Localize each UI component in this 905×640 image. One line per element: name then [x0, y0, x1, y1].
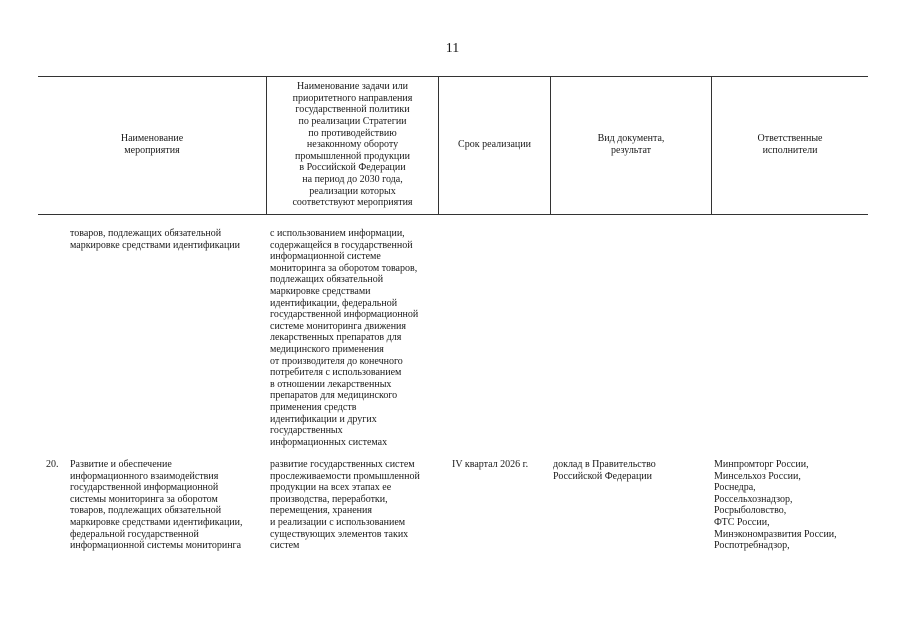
header-term: Срок реализации: [458, 139, 531, 151]
row-20-responsible: Минпромторг России, Минсельхоз России, Роснедра, Россельхознадзор, Росрыболовство, ФТС России, Минэкономразвития России, Роспотребнадзор,: [714, 459, 837, 552]
header-task-name: Наименование задачи или приоритетного направления государственной политики по реализации Стратегии по противодействию незаконному обороту промышленной продукции в Российской Федерации на период до 2030 года, реализации которых соответствуют мероприятия: [292, 81, 413, 209]
header-event-name: Наименование мероприятия: [120, 133, 184, 156]
row-continuation-event: товаров, подлежащих обязательной маркировке средствами идентификации: [70, 228, 241, 251]
table-header-bottom-border: [38, 214, 868, 215]
row-20-term: IV квартал 2026 г.: [452, 459, 529, 470]
row-20-document: доклад в Правительство Российской Федерации: [553, 459, 656, 482]
page-number: 11: [445, 41, 460, 56]
row-continuation-task: с использованием информации, содержащейся в государственной информационной системе мониторинга за оборотом товаров, подлежащих обязательной маркировке средствами идентификации, федеральной государственной информационной системе мониторинга движения лекарственных препаратов для медицинского применения от производителя до конечного потребителя с использованием в отношении лекарственных препаратов для медицинского применения средств идентификации и других государственных информационных системах: [270, 228, 419, 448]
header-responsible: Ответственные исполнители: [757, 133, 823, 156]
row-20-task: развитие государственных систем прослеживаемости промышленной продукции на всех этапах ее производства, переработки, перемещения, хранения и реализации с использованием существующих элементов таких систем: [270, 459, 420, 552]
header-document: Вид документа, результат: [597, 133, 665, 156]
row-number: 20.: [46, 459, 59, 470]
row-20-event: Развитие и обеспечение информационного взаимодействия государственной информационной системы мониторинга за оборотом товаров, подлежащих обязательной маркировке средствами идентификации, федеральной государственной информационной системы мониторинга: [70, 459, 243, 552]
